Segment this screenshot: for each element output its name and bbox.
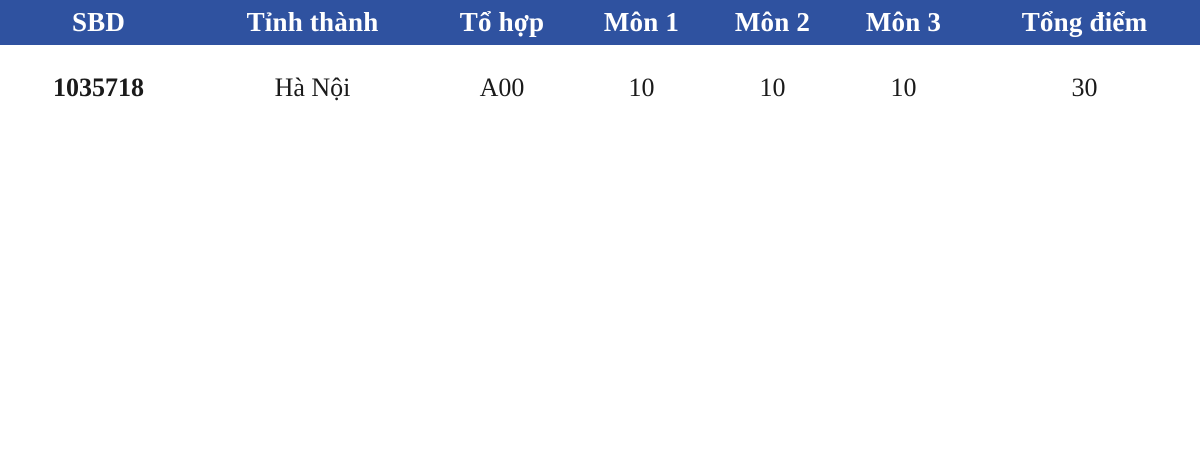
table-body: [0, 46, 1200, 129]
table-header-row: [0, 0, 1200, 46]
cell-prov: Hà Nội: [197, 46, 428, 129]
cell-m2: 10: [707, 46, 838, 129]
scores-table: [0, 0, 1200, 129]
column-header-subject-2: Môn 2: [707, 0, 838, 46]
column-header-subject-1: Môn 1: [576, 0, 707, 46]
column-header-province: Tỉnh thành: [197, 0, 428, 46]
cell-comb: A00: [428, 46, 576, 129]
cell-total: 30: [969, 46, 1200, 129]
column-header-sbd: SBD: [0, 0, 197, 46]
column-header-subject-3: Môn 3: [838, 0, 969, 46]
cell-m1: 10: [576, 46, 707, 129]
cell-sbd: 1035718: [0, 46, 197, 129]
column-header-combination: Tổ hợp: [428, 0, 576, 46]
cell-m3: 10: [838, 46, 969, 129]
table-header: [0, 0, 1200, 46]
column-header-total: Tổng điểm: [969, 0, 1200, 46]
